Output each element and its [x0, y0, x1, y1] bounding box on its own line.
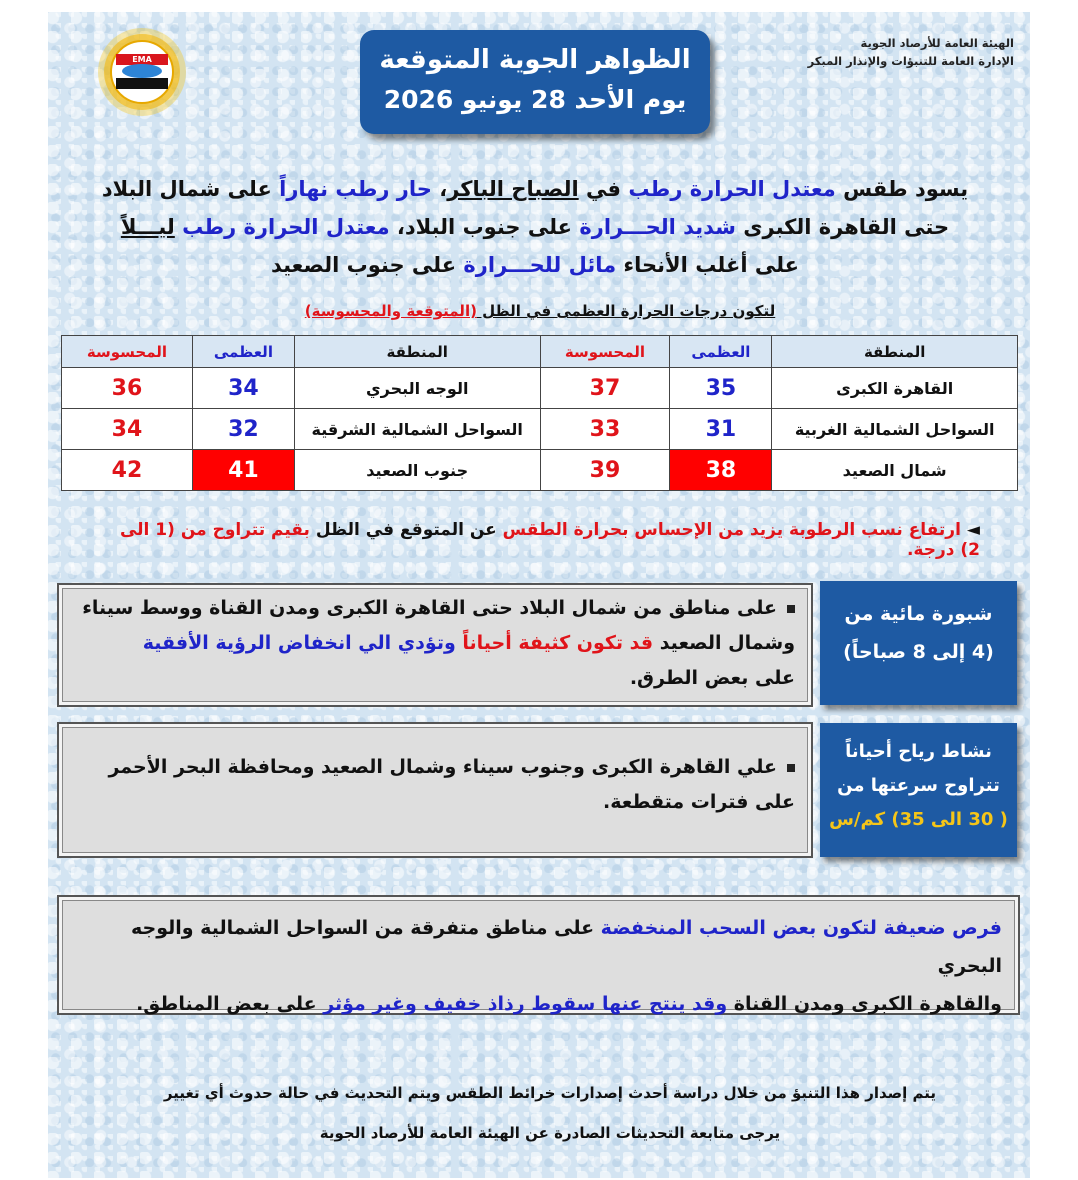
fog-line-2: [79, 626, 795, 661]
footer-disclaimer: [90, 1073, 1010, 1153]
fog-highlight: قد تكون كثيفة أحياناً: [462, 632, 654, 654]
wind-details-box: [57, 722, 813, 858]
summary-text: على أغلب الأنحاء: [616, 253, 800, 277]
summary-line-1: [90, 170, 980, 208]
header-max: العظمى: [670, 336, 772, 368]
summary-line-3: [90, 246, 980, 284]
summary-text: يسود طقس: [835, 177, 969, 201]
max-temp-cell: 34: [192, 368, 294, 409]
clouds-details-box: [57, 895, 1020, 1015]
fog-text: وشمال الصعيد: [653, 632, 795, 654]
fog-label-time: (4 إلى 8 صباحاً): [843, 641, 994, 663]
max-temp-cell-hot: 38: [670, 450, 772, 491]
summary-highlight: شديد الحـــرارة: [579, 215, 736, 239]
summary-text: على جنوب البلاد،: [389, 215, 580, 239]
note-highlight: بقيم تتراوح من (1 الى 2) درجة.: [119, 520, 980, 560]
max-temp-cell: 31: [670, 409, 772, 450]
feels-temp-cell: 33: [540, 409, 670, 450]
fog-label: [820, 581, 1017, 705]
region-cell: السواحل الشمالية الشرقية: [294, 409, 540, 450]
table-row: [62, 450, 1018, 491]
wind-label-title: نشاط رياح أحياناً: [845, 741, 992, 762]
wind-label-subtitle: تتراوح سرعتها من: [837, 775, 1000, 796]
clouds-highlight: فرص ضعيفة لتكون بعض السحب المنخفضة: [600, 917, 1002, 939]
pointer-arrow-icon: ◄: [966, 520, 980, 540]
feels-temp-cell: 37: [540, 368, 670, 409]
max-temp-cell: 32: [192, 409, 294, 450]
region-cell: جنوب الصعيد: [294, 450, 540, 491]
fog-line-1: [79, 591, 795, 626]
summary-text: على جنوب الصعيد: [270, 253, 464, 277]
table-header-row: [62, 336, 1018, 368]
fog-text: على مناطق من شمال البلاد حتى القاهرة الكبرى ومدن القناة ووسط سيناء: [82, 597, 777, 619]
fog-highlight: وتؤدي الي انخفاض الرؤية الأفقية: [142, 632, 463, 654]
clouds-highlight: وقد ينتج عنها سقوط رذاذ خفيف وغير مؤثر: [323, 993, 728, 1015]
header-feels: المحسوسة: [540, 336, 670, 368]
summary-text: على شمال البلاد: [101, 177, 280, 201]
page-title: الظواهر الجوية المتوقعة: [379, 45, 691, 75]
feels-temp-cell: 39: [540, 450, 670, 491]
table-row: [62, 368, 1018, 409]
wind-line-2: على فترات متقطعة.: [603, 791, 795, 813]
note-text: عن المتوقع في الظل: [309, 520, 503, 540]
ema-logo: [96, 26, 188, 118]
clouds-text: على مناطق متفرقة من السواحل الشمالية والوجه البحري: [130, 917, 1002, 977]
feels-temp-cell: 42: [62, 450, 193, 491]
summary-text: في: [578, 177, 629, 201]
bullet-icon: [787, 605, 795, 613]
org-department: الإدارة العامة للتنبؤات والإنذار المبكر: [807, 54, 1014, 68]
wind-text: علي القاهرة الكبرى وجنوب سيناء وشمال الصعيد ومحافظة البحر الأحمر: [108, 756, 777, 778]
caption-highlight: (المتوقعة والمحسوسة): [304, 302, 477, 320]
summary-highlight: حار رطب نهاراً: [279, 177, 432, 201]
region-cell: السواحل الشمالية الغربية: [772, 409, 1018, 450]
humidity-note: [100, 520, 980, 560]
max-temp-cell: 35: [670, 368, 772, 409]
table-row: [62, 409, 1018, 450]
bullet-icon: [787, 764, 795, 772]
region-cell: الوجه البحري: [294, 368, 540, 409]
summary-highlight: معتدل الحرارة رطب: [182, 215, 390, 239]
header-region: المنطقة: [772, 336, 1018, 368]
table-caption: [300, 302, 780, 320]
clouds-line-1: [73, 909, 1002, 985]
region-cell: شمال الصعيد: [772, 450, 1018, 491]
logo-lettering: EMA: [132, 55, 152, 64]
summary-underlined: ليـــلاً: [120, 215, 175, 239]
summary-highlight: مائل للحـــرارة: [463, 253, 617, 277]
summary-highlight: معتدل الحرارة رطب: [628, 177, 836, 201]
wind-label: [820, 723, 1017, 857]
organization-header: [808, 34, 1014, 70]
header-max: العظمى: [192, 336, 294, 368]
title-banner: [360, 30, 710, 134]
summary-text: ،: [431, 177, 448, 201]
header-feels: المحسوسة: [62, 336, 193, 368]
footer-line-2: يرجى متابعة التحديثات الصادرة عن الهيئة العامة للأرصاد الجوية: [319, 1124, 781, 1142]
temperature-table: [61, 335, 1018, 491]
forecast-date: يوم الأحد 28 يونيو 2026: [383, 85, 687, 114]
caption-text: لتكون درجات الحرارة العظمى في الظل: [476, 302, 776, 320]
summary-underlined: الصباح الباكر: [447, 177, 579, 201]
summary-text: حتى القاهرة الكبرى: [735, 215, 950, 239]
fog-label-title: شبورة مائية من: [844, 603, 993, 625]
region-cell: القاهرة الكبرى: [772, 368, 1018, 409]
feels-temp-cell: 34: [62, 409, 193, 450]
wind-speed-range: ( 30 الى 35) كم/س: [829, 809, 1008, 830]
wind-line-1: [79, 750, 795, 785]
note-highlight: ارتفاع نسب الرطوبة يزيد من الإحساس بحرارة الطقس: [502, 520, 961, 540]
footer-line-1: يتم إصدار هذا التنبؤ من خلال دراسة أحدث إصدارات خرائط الطقس ويتم التحديث في حالة حدوث أي تغيير: [163, 1084, 937, 1102]
org-name: الهيئة العامة للأرصاد الجوية: [860, 36, 1014, 50]
summary-line-2: [90, 208, 980, 246]
clouds-line-2: [73, 985, 1002, 1023]
clouds-text: على بعض المناطق.: [136, 993, 324, 1015]
fog-details-box: [57, 583, 813, 707]
weather-summary: [90, 170, 980, 284]
fog-line-3: على بعض الطرق.: [629, 667, 795, 689]
max-temp-cell-hot: 41: [192, 450, 294, 491]
feels-temp-cell: 36: [62, 368, 193, 409]
clouds-text: والقاهرة الكبرى ومدن القناة: [727, 993, 1002, 1015]
header-region: المنطقة: [294, 336, 540, 368]
